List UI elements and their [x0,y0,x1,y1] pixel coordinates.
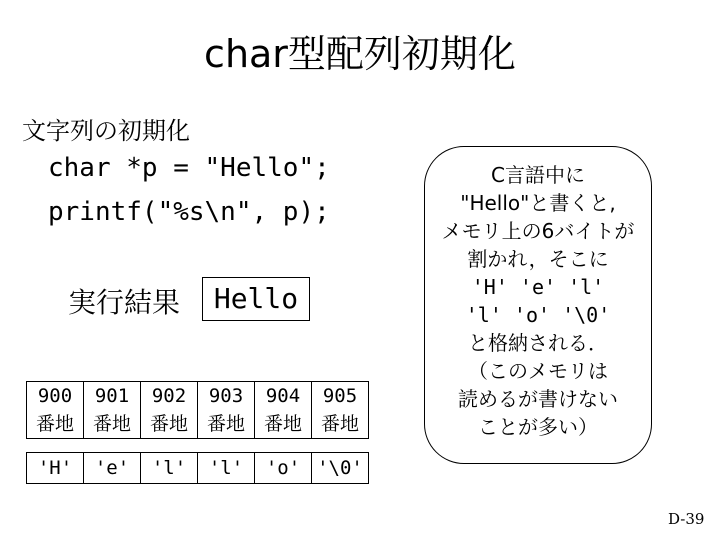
memory-address-unit: 番地 [312,410,369,439]
memory-value-cell: 'l' [198,453,255,484]
memory-address: 901 [84,382,141,411]
code-line-printf: printf("%s\n", p); [48,197,330,227]
memory-address: 904 [255,382,312,411]
callout-text-line: と格納される． [468,331,608,355]
callout-text-line: （このメモリは [468,359,608,383]
section-heading: 文字列の初期化 [22,117,190,145]
result-output-box: Hello [202,277,310,321]
memory-address-unit: 番地 [255,410,312,439]
memory-address: 900 [27,382,84,411]
memory-unit-row [27,410,369,439]
memory-value-cell: 'o' [255,453,312,484]
page-number: D-39 [668,510,705,528]
result-label: 実行結果 [68,286,181,319]
code-line-declaration: char *p = "Hello"; [48,153,330,183]
memory-address-unit: 番地 [84,410,141,439]
memory-value-row [27,453,369,484]
memory-address: 902 [141,382,198,411]
callout-text-line: "Hello"と書くと, [460,191,616,215]
memory-address: 903 [198,382,255,411]
callout-text-line: 割かれ，そこに [467,247,609,271]
callout-text-line: 'H' 'e' 'l' [471,275,605,299]
memory-address: 905 [312,382,369,411]
memory-value-cell: 'l' [141,453,198,484]
memory-address-row [27,382,369,411]
callout-text-line: メモリ上の6バイトが [441,219,635,243]
callout-text-line: ことが多い） [478,415,598,439]
callout-text-line: C言語中に [491,163,585,187]
callout-text-line: 読めるが書けない [458,387,618,411]
memory-address-unit: 番地 [198,410,255,439]
memory-address-unit: 番地 [27,410,84,439]
memory-value-cell: '\0' [312,453,369,484]
memory-table-spacer [27,439,369,453]
memory-table [26,381,369,484]
memory-value-cell: 'e' [84,453,141,484]
slide-title: char型配列初期化 [204,32,516,76]
callout-text-line: 'l' 'o' '\0' [465,303,611,327]
memory-value-cell: 'H' [27,453,84,484]
memory-address-unit: 番地 [141,410,198,439]
